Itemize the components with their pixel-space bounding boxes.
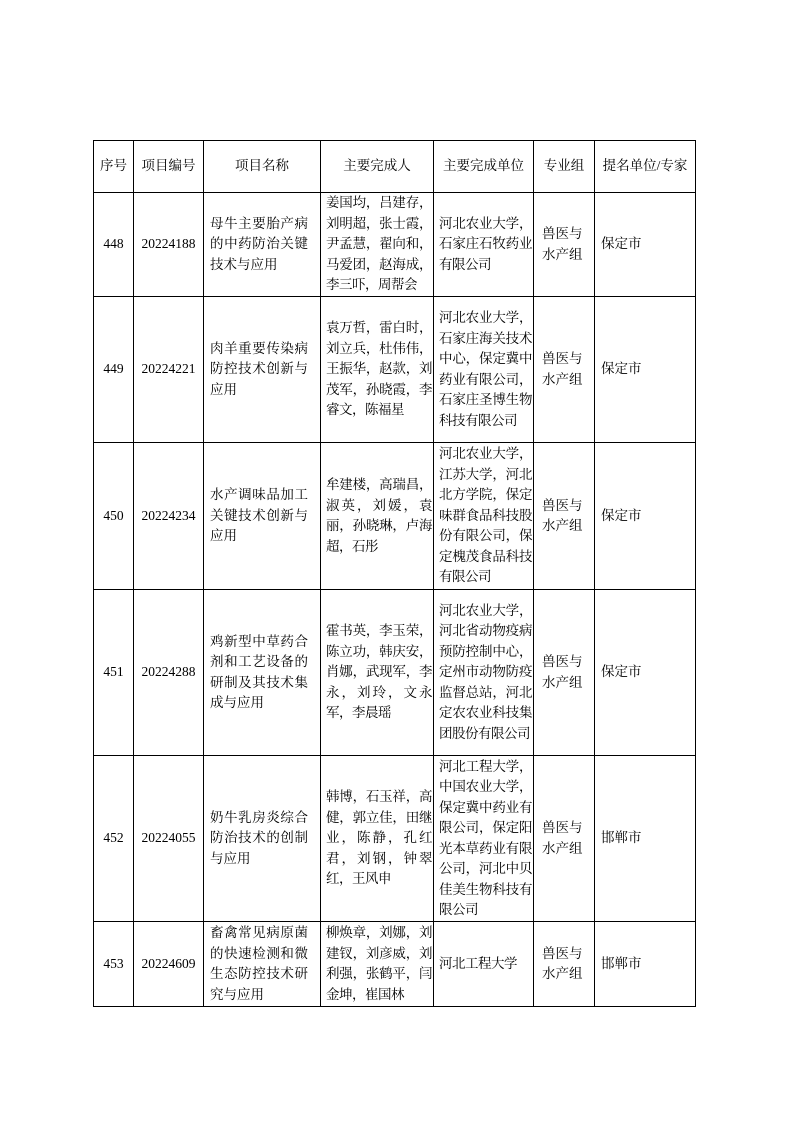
cell-project-code: 20224221	[134, 297, 204, 443]
cell-nominator: 邯郸市	[595, 756, 696, 922]
cell-main-units: 河北农业大学，河北省动物疫病预防控制中心，定州市动物防疫监督总站，河北定农农业科技集团股份有限公司	[434, 590, 534, 756]
table-header	[94, 141, 696, 193]
table-row	[94, 443, 696, 590]
cell-main-contributors: 姜国均，吕建存，刘明超，张士霞，尹孟慧，翟向和，马爱团，赵海成，李三吓，周帮会	[321, 193, 434, 297]
cell-main-contributors: 柳焕章，刘娜，刘建钗，刘彦威，刘利强，张鹤平，闫金坤，崔国林	[321, 922, 434, 1007]
cell-project-code: 20224234	[134, 443, 204, 590]
cell-main-contributors: 牟建楼，高瑞昌，淑英，刘媛，袁丽，孙晓琳，卢海超，石彤	[321, 443, 434, 590]
cell-nominator: 保定市	[595, 297, 696, 443]
cell-serial-number: 453	[94, 922, 134, 1007]
cell-project-name: 奶牛乳房炎综合防治技术的创制与应用	[204, 756, 321, 922]
header-project-code: 项目编号	[134, 141, 204, 193]
cell-project-name: 畜禽常见病原菌的快速检测和微生态防控技术研究与应用	[204, 922, 321, 1007]
cell-nominator: 邯郸市	[595, 922, 696, 1007]
cell-nominator: 保定市	[595, 443, 696, 590]
cell-project-name: 肉羊重要传染病防控技术创新与应用	[204, 297, 321, 443]
cell-main-units: 河北农业大学，石家庄石牧药业有限公司	[434, 193, 534, 297]
cell-main-units: 河北农业大学，石家庄海关技术中心，保定冀中药业有限公司，石家庄圣博生物科技有限公司	[434, 297, 534, 443]
header-serial-number: 序号	[94, 141, 134, 193]
cell-serial-number: 450	[94, 443, 134, 590]
cell-serial-number: 452	[94, 756, 134, 922]
table-body	[94, 193, 696, 1007]
table-row	[94, 297, 696, 443]
cell-serial-number: 448	[94, 193, 134, 297]
cell-main-contributors: 霍书英，李玉荣，陈立功，韩庆安，肖娜，武现军，李永，刘玲，文永军，李晨瑶	[321, 590, 434, 756]
cell-project-name: 水产调味品加工关键技术创新与应用	[204, 443, 321, 590]
cell-nominator: 保定市	[595, 590, 696, 756]
project-list-table	[93, 140, 696, 1007]
cell-main-units: 河北工程大学	[434, 922, 534, 1007]
header-project-name: 项目名称	[204, 141, 321, 193]
table-header-row	[94, 141, 696, 193]
cell-nominator: 保定市	[595, 193, 696, 297]
cell-serial-number: 449	[94, 297, 134, 443]
table-row	[94, 922, 696, 1007]
header-nominator: 提名单位/专家	[595, 141, 696, 193]
cell-project-code: 20224188	[134, 193, 204, 297]
cell-project-code: 20224055	[134, 756, 204, 922]
cell-project-code: 20224288	[134, 590, 204, 756]
header-discipline-group: 专业组	[534, 141, 595, 193]
cell-discipline-group: 兽医与水产组	[534, 590, 595, 756]
table-row	[94, 193, 696, 297]
header-main-contributors: 主要完成人	[321, 141, 434, 193]
table-row	[94, 756, 696, 922]
cell-project-code: 20224609	[134, 922, 204, 1007]
cell-discipline-group: 兽医与水产组	[534, 193, 595, 297]
cell-project-name: 鸡新型中草药合剂和工艺设备的研制及其技术集成与应用	[204, 590, 321, 756]
cell-discipline-group: 兽医与水产组	[534, 756, 595, 922]
cell-main-contributors: 袁万哲，雷白时，刘立兵，杜伟伟，王振华，赵款，刘茂军，孙晓霞，李睿文，陈福星	[321, 297, 434, 443]
cell-discipline-group: 兽医与水产组	[534, 297, 595, 443]
cell-main-contributors: 韩博，石玉祥，高健，郭立佳，田继业，陈静，孔红君，刘钢，钟翠红，王风申	[321, 756, 434, 922]
cell-main-units: 河北工程大学，中国农业大学，保定冀中药业有限公司，保定阳光本草药业有限公司，河北中贝佳美生物科技有限公司	[434, 756, 534, 922]
cell-discipline-group: 兽医与水产组	[534, 443, 595, 590]
cell-main-units: 河北农业大学，江苏大学，河北北方学院，保定味群食品科技股份有限公司，保定槐茂食品科技有限公司	[434, 443, 534, 590]
header-main-units: 主要完成单位	[434, 141, 534, 193]
table-row	[94, 590, 696, 756]
cell-project-name: 母牛主要胎产病的中药防治关键技术与应用	[204, 193, 321, 297]
cell-discipline-group: 兽医与水产组	[534, 922, 595, 1007]
cell-serial-number: 451	[94, 590, 134, 756]
